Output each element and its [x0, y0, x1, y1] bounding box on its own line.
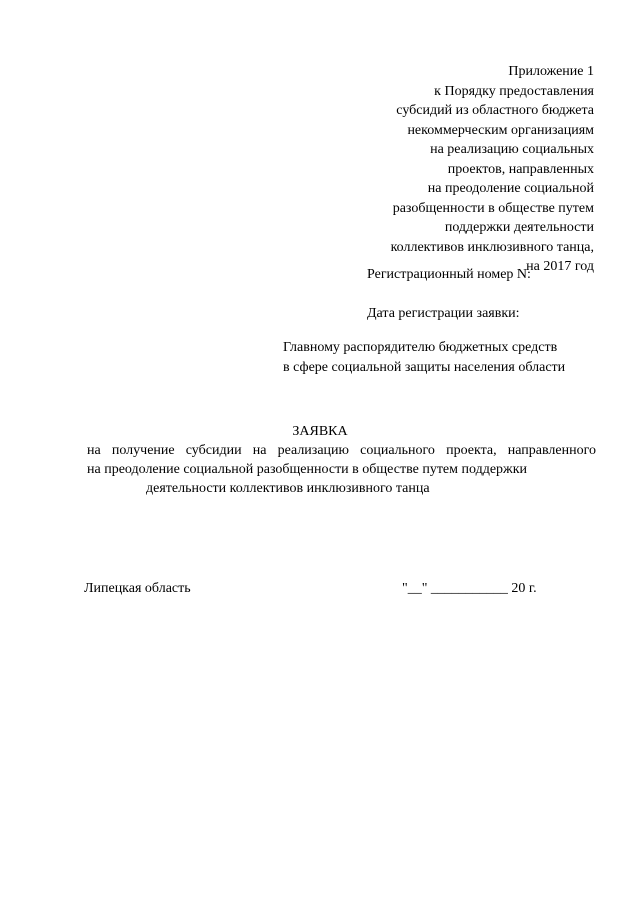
- appendix-line: разобщенности в обществе путем: [392, 200, 594, 216]
- document-subject-line: деятельности коллективов инклюзивного танца: [146, 481, 430, 496]
- appendix-line: коллективов инклюзивного танца,: [390, 239, 594, 255]
- addressee-line: Главному распорядителю бюджетных средств: [283, 340, 558, 355]
- appendix-line: поддержки деятельности: [444, 220, 594, 235]
- registration-number-label: Регистрационный номер N:: [367, 267, 531, 282]
- appendix-line: к Порядку предоставления: [434, 83, 594, 99]
- document-subject-line: на преодоление социальной разобщенности в обществе путем поддержки: [87, 462, 528, 477]
- appendix-line: субсидий из областного бюджета: [396, 103, 594, 118]
- appendix-line: на преодоление социальной: [427, 181, 594, 196]
- addressee-line: в сфере социальной защиты населения области: [283, 359, 566, 375]
- appendix-line: Приложение 1: [508, 64, 594, 79]
- document-title: ЗАЯВКА: [292, 424, 348, 439]
- appendix-line: некоммерческим организациям: [407, 122, 594, 138]
- document-subject-line: на получение субсидии на реализацию социального проекта, направленного: [87, 443, 596, 458]
- appendix-line: проектов, направленных: [447, 161, 594, 177]
- date-placeholder: "__" ___________ 20 г.: [402, 581, 537, 596]
- appendix-header: [391, 62, 594, 277]
- addressee-block: [283, 338, 565, 377]
- appendix-line: на реализацию социальных: [430, 142, 594, 157]
- registration-date-label: Дата регистрации заявки:: [367, 306, 520, 321]
- region-label: Липецкая область: [84, 581, 191, 596]
- appendix-line: на 2017 год: [526, 259, 594, 274]
